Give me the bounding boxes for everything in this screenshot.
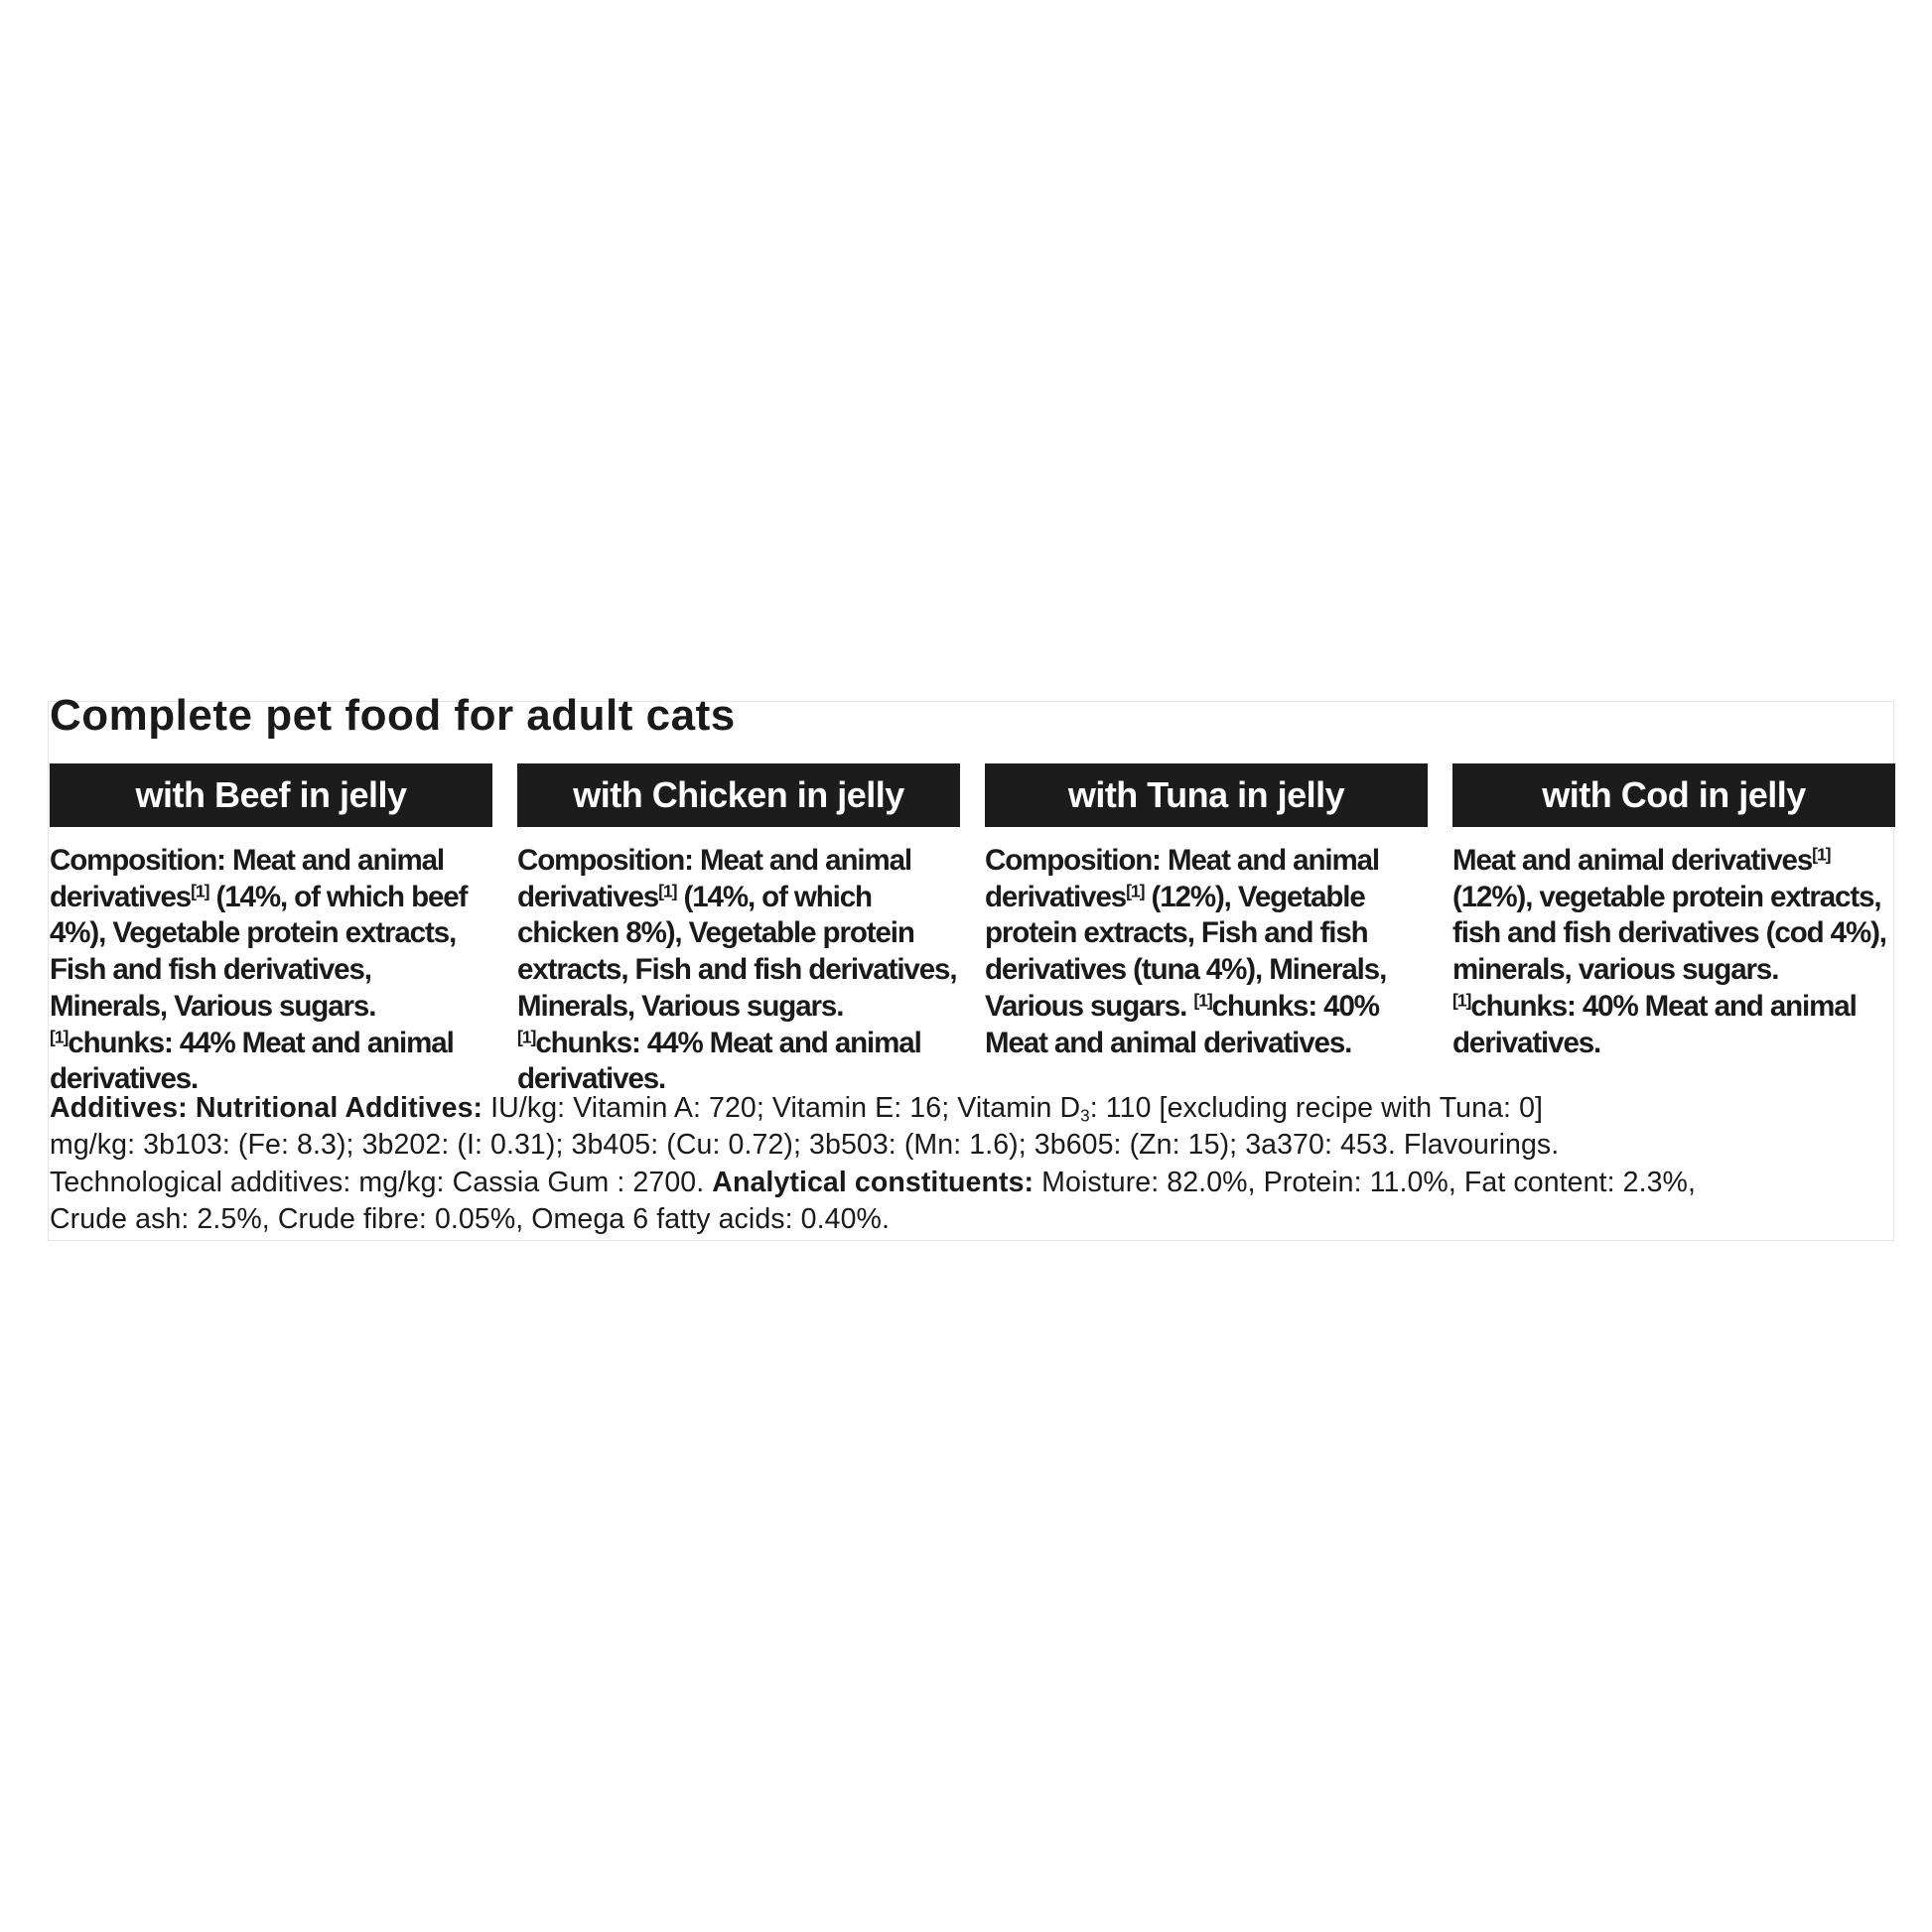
composition-part: chunks: 40% Meat and animal derivatives.	[985, 989, 1379, 1059]
footnote-ref: [1]	[1812, 844, 1831, 865]
additives-text: Moisture: 82.0%, Protein: 11.0%, Fat content: 2.3%,	[1034, 1166, 1696, 1198]
variant-header: with Cod in jelly	[1452, 763, 1895, 827]
composition-text	[1452, 843, 1895, 1061]
additives-line	[50, 1165, 1896, 1201]
composition-part: Meat and animal derivatives	[985, 844, 1379, 913]
subscript: 3	[1080, 1106, 1090, 1126]
composition-part: Meat and animal derivatives	[50, 844, 444, 913]
nutritional-additives-label: Nutritional Additives:	[195, 1092, 483, 1124]
additives-text: Technological additives: mg/kg: Cassia Gum : 2700.	[50, 1166, 713, 1198]
footnote-ref: [1]	[1193, 990, 1212, 1011]
footnote-ref: [1]	[658, 880, 677, 900]
composition-part: (14%, of which chicken 8%), Vegetable protein extracts, Fish and fish derivatives, Minerals, Various sugars.	[517, 880, 957, 1023]
composition-part: (14%, of which beef 4%), Vegetable protein extracts, Fish and fish derivatives, Minerals, Various sugars.	[50, 880, 468, 1023]
variant-header: with Chicken in jelly	[517, 763, 960, 827]
variant-header: with Tuna in jelly	[985, 763, 1428, 827]
additives-label: Additives:	[50, 1092, 188, 1124]
footnote-ref: [1]	[1452, 990, 1471, 1011]
variant-column-beef	[50, 763, 492, 1098]
additives-line: Crude ash: 2.5%, Crude fibre: 0.05%, Omega 6 fatty acids: 0.40%.	[50, 1202, 891, 1235]
variant-column-chicken	[517, 763, 960, 1098]
variant-column-cod	[1452, 763, 1895, 1061]
composition-label: Composition:	[50, 844, 225, 877]
composition-part: chunks: 40% Meat and animal derivatives.	[1452, 989, 1857, 1059]
composition-text	[517, 843, 960, 1098]
composition-part: chunks: 44% Meat and animal derivatives.	[50, 1026, 454, 1096]
additives-line	[50, 1090, 1896, 1127]
composition-text	[985, 843, 1428, 1061]
additives-block	[50, 1090, 1896, 1238]
composition-label: Composition:	[985, 844, 1161, 877]
variant-header: with Beef in jelly	[50, 763, 492, 827]
additives-text: IU/kg: Vitamin A: 720; Vitamin E: 16; Vitamin D	[483, 1092, 1081, 1124]
analytical-constituents-label: Analytical constituents:	[712, 1166, 1035, 1198]
footnote-ref: [1]	[517, 1026, 536, 1046]
composition-text	[50, 843, 492, 1098]
page-title: Complete pet food for adult cats	[50, 691, 736, 740]
composition-part: chunks: 44% Meat and animal derivatives.	[517, 1026, 921, 1096]
variant-column-tuna	[985, 763, 1428, 1061]
composition-label: Composition:	[517, 844, 693, 877]
footnote-ref: [1]	[50, 1026, 69, 1046]
footnote-ref: [1]	[191, 880, 209, 900]
additives-text: : 110 [excluding recipe with Tuna: 0]	[1089, 1092, 1544, 1124]
additives-line: mg/kg: 3b103: (Fe: 8.3); 3b202: (I: 0.31); 3b405: (Cu: 0.72); 3b503: (Mn: 1.6); 3b605: (Zn: 15); 3a370: 453. Flavourings.	[50, 1129, 1560, 1162]
composition-part: (12%), vegetable protein extracts, fish and fish derivatives (cod 4%), minerals, various sugars.	[1452, 880, 1886, 987]
composition-part: Meat and animal derivatives	[1452, 844, 1813, 877]
footnote-ref: [1]	[1126, 880, 1145, 900]
composition-part: Meat and animal derivatives	[517, 844, 911, 913]
composition-part: (12%), Vegetable protein extracts, Fish and fish derivatives (tuna 4%), Minerals, Various sugars.	[985, 880, 1387, 1023]
